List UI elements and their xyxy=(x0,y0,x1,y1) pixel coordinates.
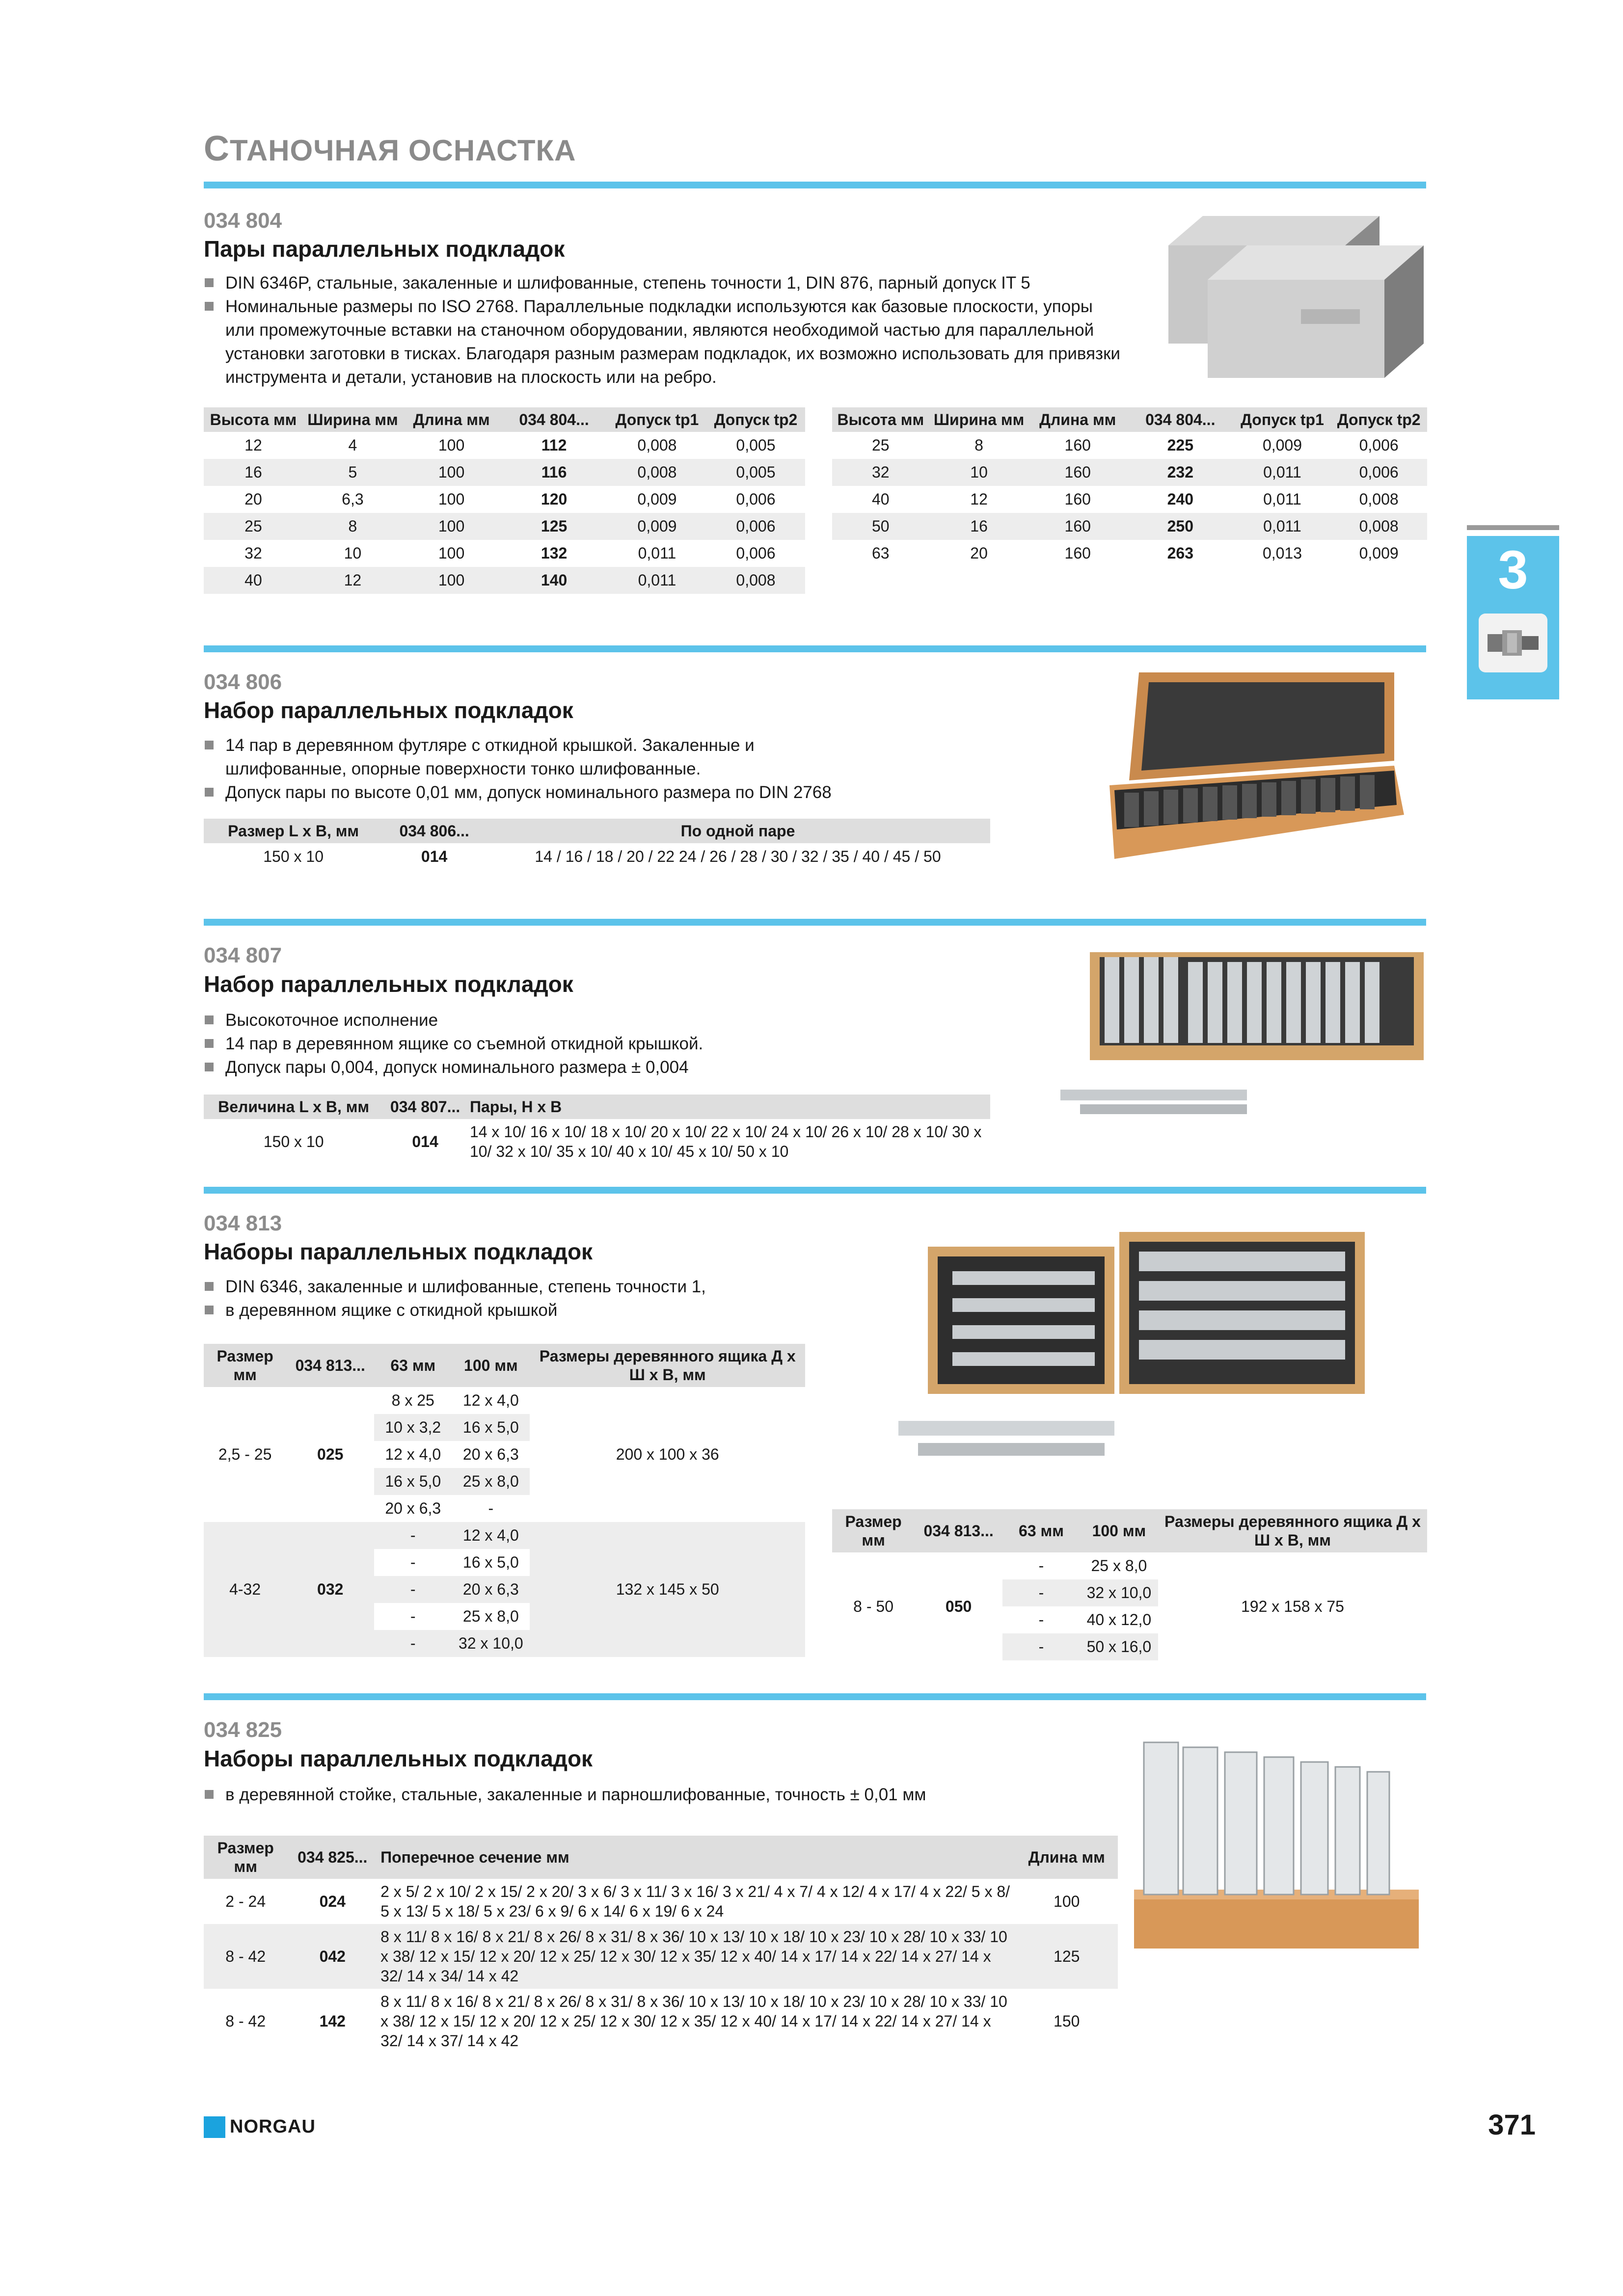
feature-item: Допуск пары по высоте 0,01 мм, допуск номинального размера по DIN 2768 xyxy=(204,781,842,804)
col-header: Размер мм xyxy=(204,1836,287,1879)
product-code: 034 825 xyxy=(204,1718,282,1742)
feature-item: 14 пар в деревянном ящике со съемной откидной крышкой. xyxy=(204,1032,940,1056)
col-header: Ширина мм xyxy=(303,407,403,432)
table-row: 150 x 10 014 14 x 10/ 16 x 10/ 18 x 10/ 20 x 10/ 22 x 10/ 24 x 10/ 26 x 10/ 28 x 10/ 30 x 10/ 32 x 10/ 35 x 10/ 40 x 10/ 45 x 10/ 50 x 10 xyxy=(263,1123,982,1160)
table-row: 2 - 24 024 2 x 5/ 2 x 10/ 2 x 15/ 2 x 20/ 3 x 6/ 3 x 11/ 3 x 16/ 3 x 21/ 4 x 7/ 4 x 12/ 4 x 17/ 4 x 22/ 5 x 8/ 5 x 13/ 5 x 18/ 5 x 23/ 6 x 9/ 6 x 14/ 6 x 19/ 6 x 24 100 xyxy=(225,1883,1080,1920)
table-row: 32 10 100 132 0,011 0,006 xyxy=(244,544,776,562)
section-divider xyxy=(204,1187,1426,1194)
table-row: - 20 x 6,3 xyxy=(204,1576,805,1603)
brand-name: NORGAU xyxy=(230,2116,316,2137)
table-row: 12 4 100 112 0,008 0,005 xyxy=(244,436,776,454)
col-header: Размеры деревянного ящика Д x Ш x В, мм xyxy=(1158,1509,1427,1552)
col-header: 034 825... xyxy=(287,1836,378,1879)
table-row: 8 - 42 042 8 x 11/ 8 x 16/ 8 x 21/ 8 x 26/ 8 x 31/ 8 x 36/ 10 x 13/ 10 x 18/ 10 x 23/ 10 x 28/ 10 x 33/ 10 x 38/ 12 x 15/ 12 x 20/ 12 x 25/ 12 x 30/ 12 x 35/ 12 x 40/ 14 x 17/ 14 x 22/ 14 x 27/ 14 x 32/ 14 x 34/ 14 x 42 125 xyxy=(204,1924,1118,1989)
product-title: Набор параллельных подкладок xyxy=(204,971,573,997)
stand-set-photo xyxy=(1134,1733,1419,1949)
table-row: 150 x 10 014 14 / 16 / 18 / 20 / 22 24 / 26 / 28 / 30 / 32 / 35 / 40 / 45 / 50 xyxy=(263,848,941,865)
product-code: 034 807 xyxy=(204,943,282,967)
col-header: 100 мм xyxy=(1080,1509,1158,1552)
table-row: 12 x 4,0 20 x 6,3 xyxy=(385,1445,519,1463)
precision-set-photo xyxy=(1060,942,1434,1119)
feature-list xyxy=(204,1783,1087,1807)
col-header: Длина мм xyxy=(1015,1836,1118,1879)
feature-item: в деревянном ящике с откидной крышкой xyxy=(204,1299,842,1322)
table-row: 25 8 160 225 0,009 0,006 xyxy=(872,436,1399,454)
table-row: 2,5 - 25 025 8 x 25 12 x 4,0 200 x 100 x 36 xyxy=(218,1391,719,1463)
specs-table-left xyxy=(204,407,805,594)
table-row: 4-32 032 - 12 x 4,0 132 x 145 x 50 xyxy=(204,1522,805,1549)
section-divider xyxy=(204,182,1426,188)
col-header: Размер мм xyxy=(832,1509,915,1552)
col-header: По одной паре xyxy=(486,819,990,843)
sets-in-box-photo xyxy=(898,1227,1389,1472)
table-row: 16 5 100 116 0,008 0,005 xyxy=(204,459,805,486)
table-row: 40 12 100 140 0,011 0,008 xyxy=(204,567,805,594)
table-row: 50 16 160 250 0,011 0,008 xyxy=(832,513,1427,540)
feature-item: в деревянной стойке, стальные, закаленные и парношлифованные, точность ± 0,01 мм xyxy=(204,1783,1087,1807)
product-title: Наборы параллельных подкладок xyxy=(204,1746,593,1771)
feature-list xyxy=(204,1009,940,1079)
section-divider xyxy=(204,919,1426,926)
col-header: Пары, H x B xyxy=(467,1095,990,1119)
set-table xyxy=(204,819,990,870)
table-row: 20 x 6,3 - xyxy=(385,1499,494,1517)
product-code: 034 806 xyxy=(204,670,282,694)
col-header: 034 804... xyxy=(500,407,608,432)
table-row: - 50 x 16,0 xyxy=(832,1633,1427,1660)
product-code: 034 813 xyxy=(204,1211,282,1235)
col-header: Высота мм xyxy=(832,407,929,432)
col-header: Длина мм xyxy=(403,407,500,432)
col-header: Размер L x B, мм xyxy=(204,819,383,843)
table-row: - 40 x 12,0 xyxy=(1038,1611,1152,1629)
col-header: Допуск tp2 xyxy=(1330,407,1427,432)
table-row: - 16 x 5,0 xyxy=(410,1553,519,1571)
sets-table-b xyxy=(832,1509,1427,1660)
col-header: 63 мм xyxy=(1002,1509,1080,1552)
feature-list xyxy=(204,734,842,804)
table-row: - 32 x 10,0 xyxy=(204,1630,805,1657)
product-title: Набор параллельных подкладок xyxy=(204,697,573,723)
product-title: Пары параллельных подкладок xyxy=(204,236,565,262)
col-header: Ширина мм xyxy=(929,407,1029,432)
brand-logo-square xyxy=(204,2116,225,2138)
page-number: 371 xyxy=(1488,2109,1536,2141)
feature-item: 14 пар в деревянном футляре с откидной крышкой. Закаленные и шлифованные, опорные поверхности тонко шлифованные. xyxy=(204,734,842,781)
chapter-tab[interactable] xyxy=(1467,525,1559,699)
section-divider xyxy=(204,645,1426,652)
table-row: 25 8 100 125 0,009 0,006 xyxy=(204,513,805,540)
col-header: Поперечное сечение мм xyxy=(378,1836,1015,1879)
col-header: Величина L x B, мм xyxy=(204,1095,383,1119)
parallel-pairs-photo xyxy=(1163,206,1438,388)
table-row: 20 6,3 100 120 0,009 0,006 xyxy=(244,490,776,508)
feature-item: DIN 6346P, стальные, закаленные и шлифованные, степень точности 1, DIN 876, парный допуск IT 5 xyxy=(204,271,1127,295)
col-header: Допуск tp2 xyxy=(706,407,805,432)
product-title: Наборы параллельных подкладок xyxy=(204,1239,593,1264)
feature-list xyxy=(204,271,1127,389)
col-header: 63 мм xyxy=(374,1344,452,1387)
section-divider xyxy=(204,1693,1426,1700)
set-table xyxy=(204,1095,990,1164)
col-header: 034 806... xyxy=(383,819,486,843)
table-row: 32 10 160 232 0,011 0,006 xyxy=(832,459,1427,486)
chapter-tab-bar xyxy=(1467,525,1559,530)
col-header: 034 807... xyxy=(383,1095,467,1119)
specs-table-right xyxy=(832,407,1427,567)
col-header: Допуск tp1 xyxy=(608,407,706,432)
feature-item: Допуск пары 0,004, допуск номинального размера ± 0,004 xyxy=(204,1056,940,1079)
feature-item: Номинальные размеры по ISO 2768. Параллельные подкладки используются как базовые плоскости, упоры или промежуточные вставки на станочном оборудовании, являются необходимой частью для параллельной установки заготовки в тисках. Благодаря разным размерам подкладок, их возможно использовать для привязки инструмента и детали, установив на плоскость или на ребро. xyxy=(204,295,1127,389)
col-header: Размер мм xyxy=(204,1344,286,1387)
col-header: 034 813... xyxy=(915,1509,1002,1552)
sets-table-a xyxy=(204,1344,805,1657)
chuck-icon xyxy=(1479,614,1547,672)
table-row: 16 x 5,0 25 x 8,0 xyxy=(204,1468,805,1495)
page-title: СТАНОЧНАЯ ОСНАСТКА xyxy=(204,129,576,168)
feature-item: DIN 6346, закаленные и шлифованные, степень точности 1, xyxy=(204,1275,842,1299)
product-code: 034 804 xyxy=(204,209,282,233)
wooden-case-photo xyxy=(1100,667,1414,864)
col-header: Длина мм xyxy=(1029,407,1127,432)
col-header: Допуск tp1 xyxy=(1234,407,1331,432)
table-row: 8 - 42 142 8 x 11/ 8 x 16/ 8 x 21/ 8 x 26/ 8 x 31/ 8 x 36/ 10 x 13/ 10 x 18/ 10 x 23/ 10 x 28/ 10 x 33/ 10 x 38/ 12 x 15/ 12 x 20/ 12 x 25/ 12 x 30/ 12 x 35/ 12 x 40/ 14 x 17/ 14 x 22/ 14 x 27/ 14 x 32/ 14 x 37/ 14 x 42 150 xyxy=(225,1993,1080,2050)
table-row: 63 20 160 263 0,013 0,009 xyxy=(872,544,1399,562)
col-header: 100 мм xyxy=(452,1344,530,1387)
col-header: 034 804... xyxy=(1127,407,1234,432)
table-row: 10 x 3,2 16 x 5,0 xyxy=(204,1414,805,1441)
col-header: Высота мм xyxy=(204,407,303,432)
table-row: - 25 x 8,0 xyxy=(410,1607,519,1625)
table-row: 8 - 50 050 - 25 x 8,0 192 x 158 x 75 xyxy=(853,1557,1344,1615)
feature-list xyxy=(204,1275,842,1322)
feature-item: Высокоточное исполнение xyxy=(204,1009,940,1032)
table-row: - 32 x 10,0 xyxy=(832,1579,1427,1606)
chapter-number: 3 xyxy=(1498,540,1528,600)
stand-table xyxy=(204,1836,1118,2054)
col-header: Размеры деревянного ящика Д x Ш x В, мм xyxy=(530,1344,805,1387)
table-row: 40 12 160 240 0,011 0,008 xyxy=(872,490,1399,508)
col-header: 034 813... xyxy=(286,1344,374,1387)
